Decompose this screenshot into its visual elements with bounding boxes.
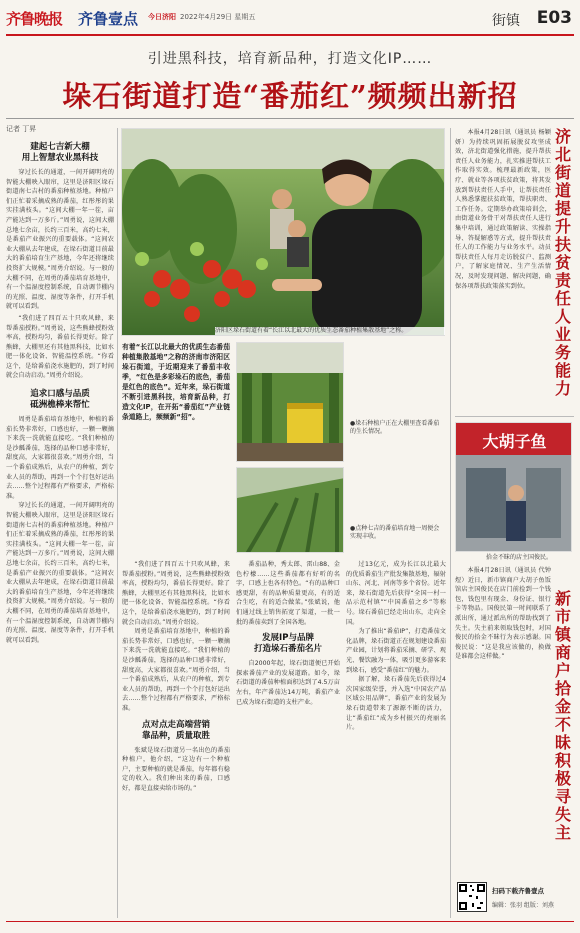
article-column-4 xyxy=(346,560,446,918)
qr-code-icon xyxy=(458,883,486,911)
page-header xyxy=(0,0,580,40)
tomato-greenhouse-photo xyxy=(122,129,445,336)
column-2-text: “我们进了四百五十只吹风蜂，来帮番茄授粉。”周勇说，这些熊蜂授粉效率高，授粉均匀，番茄长得更好。除了熊蜂，大棚里还有其他黑科技，比如水肥一体化设备、智能温控系统。“你看这个，是给番茄浇水施肥的，到了时间就会自动启动。”周勇介绍说。 xyxy=(122,561,230,626)
greenhouse-rows-photo xyxy=(237,468,344,553)
column-4-text-b: 为了推出“番茄IP”，打造番茄文化品牌，垛石街道正在规划建设番茄产业园，计划将番茄采摘、研学、观光、餐饮融为一体，吸引更多游客来到垛石，感受“番茄红”的魅力。 xyxy=(346,628,446,674)
qr-code[interactable] xyxy=(457,882,487,912)
column-3-text: 番茄品种，秀太郎、雷山88、金色柠檬……这些番茄都有好听的名字，口感上也各有特色。“有的品种口感更甜，有的品种质量更高，有的适合生吃，有的适合做菜。”张斌说，他们通过线上销售拓宽了渠道，一批一批的番茄卖到了全国各地。 xyxy=(236,561,340,626)
sidebar-story-1-headline: 济北街道提升扶贫责任人业务能力 xyxy=(554,127,571,398)
edition-name: 今日济阳 xyxy=(148,13,176,21)
section-text-3: 张斌是垛石街道另一名出色的番茄种植户，他介绍，“这边有一个种植户，主要种植的就是番茄，每年都有稳定的收入。我们种出来的番茄，口感好，都是直接卖给市场的。” xyxy=(122,746,230,792)
column-4-text: 过13亿元，成为长江以北最大的优质番茄生产批发集散基地，辐射山东、河北、河南等多个省份。近年来，垛石街道先后获得“全国一村一品示范村镇”“中国番茄之乡”等称号。垛石番茄已经走出山东，走向全国。 xyxy=(346,561,446,626)
section-heading-2: 追求口感与品质 砥洲樵棒来帮忙 xyxy=(30,389,90,411)
section-text-2b: 穿过长长的通道，一间开阔明亮的智能大棚映入眼帘，这里是济阳区垛石街道南七吉村的番茄种植基地。种植户们正忙着采摘成熟的番茄，红彤彤的果实挂满枝头。“这间大棚一年一茬，亩产能达到一万多斤。”周勇说，这间大棚总地七余亩，长约三百米，高约七米，是番茄产业振兴的重要载体。“这间农业大棚从去年建成，在垛石街道目前最大的番茄培育生产基地，今年还将继续投资扩大规模。”周勇介绍说。与一般的大棚不同，在周勇的番茄培育基地中，有一个温湿度控制系统，自动调节棚内的光照、温度、湿度等条件，打开手机就可以看到。 xyxy=(6,502,114,644)
section-name: 街镇 xyxy=(492,13,520,29)
shop-photo-caption: 拾金不昧的店主国俊民。 xyxy=(486,554,553,561)
header-rule xyxy=(6,34,574,36)
main-photo xyxy=(121,128,445,336)
title-rule xyxy=(6,118,574,119)
page-number: E03 xyxy=(536,8,572,28)
shop-photo xyxy=(455,422,572,552)
sidebar-separator xyxy=(455,416,574,417)
section-text-4: 自2000年起，垛石街道便已开始探索番茄产业的发展道路。如今，垛石街道的番茄种植面积达到了4.5万亩左右，年产番茄达14万吨，番茄产业已成为垛石街道的支柱产业。 xyxy=(236,660,340,706)
article-column-3 xyxy=(236,560,340,918)
sidebar-story-1-body: 本报4月28日讯（通讯员 杨颖妍）为持续巩固拓展脱贫攻坚成效，济北街道强化措施，提升帮扶责任人业务能力，扎实推进帮扶工作取得实效。梳理最新政策，医疗、就业等各项扶贫政策，将其发放到帮扶责任人手中，让帮扶责任人熟悉掌握扶贫政策，帮扶职责、工作任务。定期举办政策培训会，由街道业务骨干对帮扶责任人进行集中培训，通过政策解读、实操指导、答疑解惑等方式，提升帮扶责任人的工作能力与业务水平。动员帮扶责任人每月走访脱贫户、监测户，了解家庭情况、生产生活情况，及时发现问题、解决问题，确保各项帮扶政策落实到位。 xyxy=(455,129,551,290)
qr-caption: 扫码下载齐鲁壹点 xyxy=(492,887,544,895)
article-title: 垛石街道打造“番茄红”频频出新招 xyxy=(62,79,518,113)
byline: 记者 丁昇 xyxy=(6,125,37,133)
section-text-1b: “我们进了四百五十只吹风蜂，来帮番茄授粉。”周勇说，这些熊蜂授粉效率高，授粉均匀，番茄长得更好。除了熊蜂，大棚里还有其他黑科技，比如水肥一体化设备、智能温控系统。“你看这个，是给番茄浇水施肥的，到了时间就会自动启动。”周勇介绍说。 xyxy=(6,314,114,380)
article-column-1 xyxy=(6,138,114,918)
section-heading-4: 发展IP与品牌 打造垛石番茄名片 xyxy=(253,633,322,655)
section-text-2: 周勇是番茄培育基地中，种植的番茄长势非常好，口感也好，一颗一颗摘下来洗一洗就能直接吃。“我们种植的是沙瓤番茄，选择的品种口感非常好，甜度高，大家都很喜欢。”周勇介绍，当一个番茄成熟后，从农户的种植，到专业人员的帮助，再到一个个打包好运出去……整个过程都有严格要求，严格标准。 xyxy=(6,416,114,500)
column-4-text-c: 据了解，垛石番茄先后获得过4次国家级荣誉，并入选“中国农产品区域公用品牌”，番茄产业的发展为垛石街道带来了源源不断的活力，让“番茄红”成为乡村振兴的亮丽名片。 xyxy=(346,676,446,732)
masthead-logo-secondary: 齐鲁壹点 xyxy=(78,10,139,28)
lead-quote: 有着“长江以北最大的优质生态番茄种植集散基地”之称的济南市济阳区垛石街道，于近期迎来了番茄丰收季，“红色是多彩垛石的底色，番茄是红色的底色”。近年来，垛石街道不断引进黑科技，培育新品种，打造文化IP，在开拓“番茄红”产业链条道路上，频频新“招”。 xyxy=(122,343,230,421)
footer-rule xyxy=(6,921,574,922)
date-text: 2022年4月29日 星期五 xyxy=(180,13,256,21)
sidebar-story-2-body: 本报4月28日讯（通讯员 代钟煜）近日，新市镇商户大胡子鱼饭馆店主国俊民在店门前捡到一个钱包，钱包里有现金、身份证、银行卡等物品。国俊民第一时间联系了派出所，通过派出所的帮助找到了失主。失主前来领取钱包时，对国俊民的拾金不昧行为表示感谢。国俊民说：“这是我应该做的，换做是谁都会这样做。” xyxy=(455,567,551,661)
column-2-text-b: 周勇是番茄培育基地中，种植的番茄长势非常好，口感也好，一颗一颗摘下来洗一洗就能直接吃。“我们种植的是沙瓤番茄，选择的品种口感非常好，甜度高，大家都很喜欢。”周勇介绍，当一个番茄成熟后，从农户的种植，到专业人员的帮助，再到一个个打包好运出去……整个过程都有严格要求，严格标准。 xyxy=(122,628,230,712)
sidebar-story-2-headline: 新市镇商户拾金不昧积极寻失主 xyxy=(554,589,571,842)
shop-sign: 大胡子鱼 xyxy=(482,432,547,451)
photo-3-caption: ●点种七吉的番茄培育地一周便会实现丰收。 xyxy=(350,525,440,540)
main-photo-caption: 济阳区垛石街道有着“长江以北最大的优质生态番茄种植集散基地”之称。 xyxy=(215,327,445,335)
column-divider xyxy=(117,128,118,918)
greenhouse-interior-photo xyxy=(237,343,344,462)
section-heading-1: 建起七吉新大棚 用上智慧农业黑科技 xyxy=(21,142,99,163)
article-column-2 xyxy=(122,560,230,918)
issue-date xyxy=(148,12,255,22)
photo-2-caption: ●垛石种植户正在大棚里查看番茄的生长情况。 xyxy=(350,420,440,435)
article-subtitle: 引进黑科技，培育新品种，打造文化IP…… xyxy=(147,51,433,67)
sidebar-story-1-text xyxy=(455,128,551,410)
greenhouse-photo-2 xyxy=(236,342,344,462)
sidebar-divider xyxy=(450,128,451,918)
section-heading-3: 点对点走高端营销 靠品种，质量取胜 xyxy=(141,719,210,741)
section-text-1: 穿过长长的通道，一间开阔明亮的智能大棚映入眼帘，这里是济阳区垛石街道南七吉村的番茄种植基地。种植户们正忙着采摘成熟的番茄，红彤彤的果实挂满枝头。“这间大棚一年一茬，亩产能达到一万多斤。”周勇说，这间大棚总地七余亩，长约三百米，高约七米，是番茄产业振兴的重要载体。“这间农业大棚从去年建成，在垛石街道目前最大的番茄培育生产基地，今年还将继续投资扩大规模。”周勇介绍说。与一般的大棚不同，在周勇的番茄培育基地中，有一个温湿度控制系统，自动调节棚内的光照、温度、湿度等条件，打开手机就可以看到。 xyxy=(6,169,114,311)
masthead-logo: 齐鲁晚报 xyxy=(6,10,63,28)
sidebar-story-2-text xyxy=(455,566,551,876)
greenhouse-photo-3 xyxy=(236,467,344,553)
editor-credits: 编辑：张羽 组版：刘燕 xyxy=(492,902,554,909)
